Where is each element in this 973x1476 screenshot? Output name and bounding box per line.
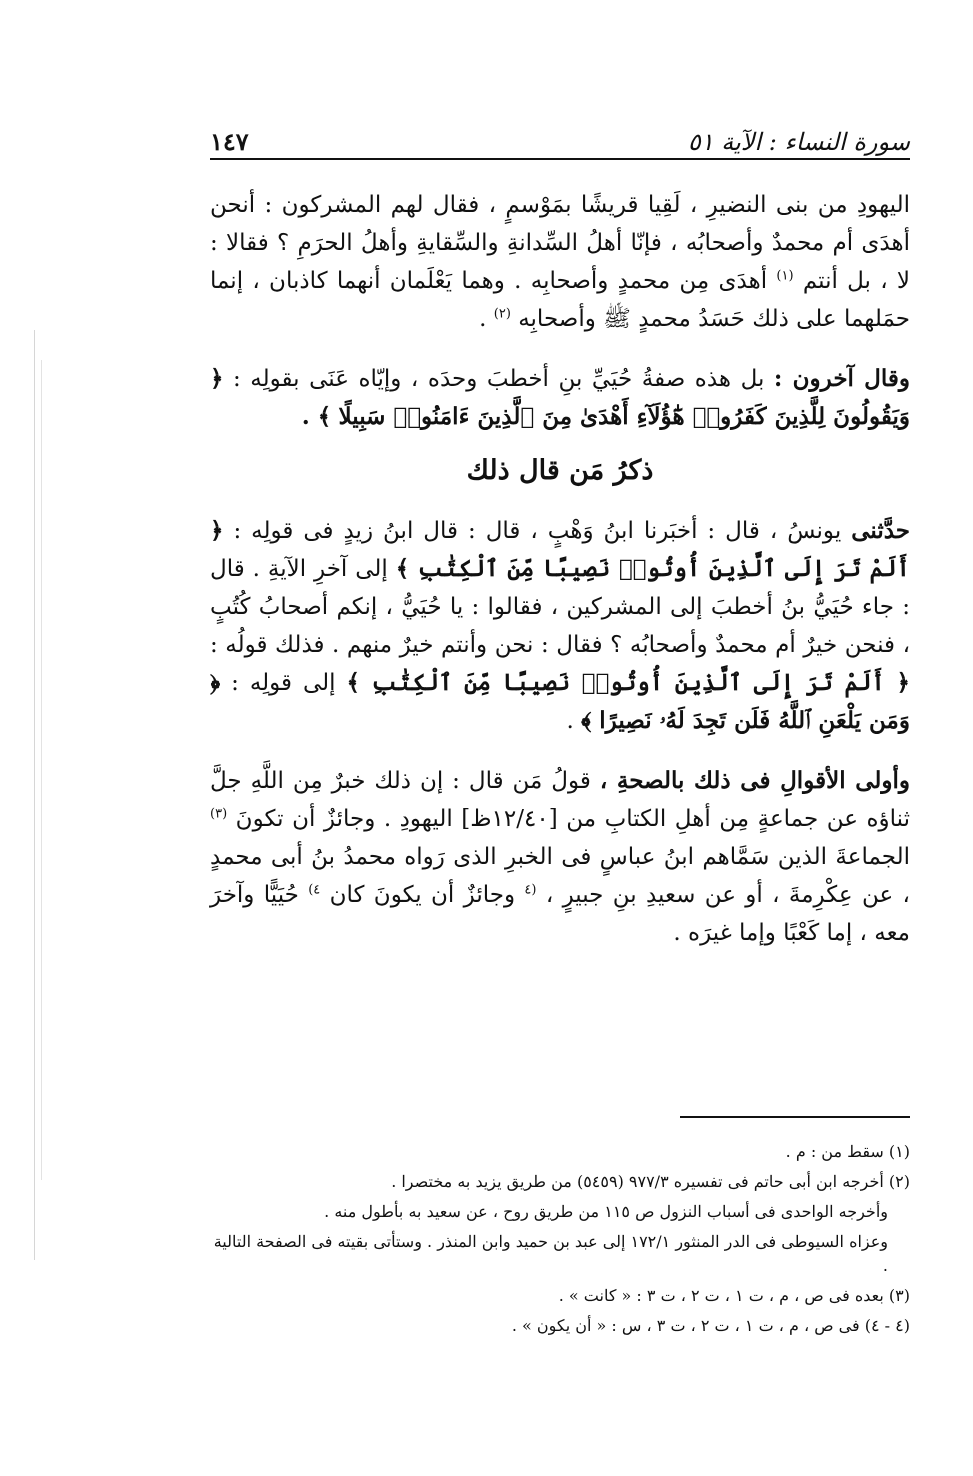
- footnote-3: (٣) بعده فى ص ، م ، ت ١ ، ت ٢ ، ت ٣ : « كانت » .: [558, 1286, 910, 1305]
- footnotes: [210, 1140, 910, 1344]
- paragraph-lead: وقال آخرون :: [773, 365, 910, 392]
- paragraph-text: الجماعةَ الذين سَمَّاهم ابنُ عباسٍ فى الخبرِ الذى رَواه محمدُ بنُ أبى محمدٍ ، عن عِكْرِمةَ ، أو عن سعيدِ بنِ جبيرٍ ،: [210, 844, 910, 908]
- footnote-ref: (١): [776, 268, 794, 284]
- header-rule: [210, 158, 910, 160]
- scan-edge-line: [41, 360, 42, 1180]
- paragraph-text: أهدَى مِن محمدٍ وأصحابِه . وهما يَعْلَمان أنهما كاذبان ، إنما حمَلهما على ذلك حَسَدُ محمدٍ ﷺ وأصحابِه: [210, 268, 910, 332]
- paragraph-text: إلى آخرِ الآيةِ . قال : جاء حُيَيُّ بنُ أخطبَ إلى المشركين ، فقالوا : يا حُيَيُّ ، إنكم أصحابُ كُتُبٍ ، فنحن خيرٌ أم محمدٌ وأصحابُه ؟ فقال : نحن وأنتم خيرٌ منهم . فذلك قولُه :: [210, 556, 910, 658]
- page-number: ١٤٧: [210, 127, 249, 156]
- quran-verse: ﴿ أَلَمْ تَرَ إِلَى ٱلَّذِينَ أُوتُوا۟ نَصِيبًا مِّنَ ٱلْكِتَٰبِ ﴾: [346, 669, 911, 696]
- paragraph-text: وجائزٌ أن يكونَ كان: [329, 882, 516, 908]
- quran-verse: وَيَقُولُونَ لِلَّذِينَ كَفَرُوا۟ هَٰٓؤُلَآءِ أَهْدَىٰ مِنَ ٱلَّذِينَ ءَامَنُوا۟ سَبِيلًا: [338, 403, 910, 430]
- paragraph-3: [210, 512, 910, 740]
- quran-verse: ﴿ أَلَمْ تَرَ إِلَى ٱلَّذِينَ أُوتُوا۟ نَصِيبًا مِّنَ ٱلْكِتَٰبِ ﴾: [210, 517, 911, 582]
- page-header: [210, 112, 910, 156]
- footnote-rule: [680, 1116, 910, 1118]
- paragraph-4: [210, 762, 910, 952]
- paragraph-2: [210, 360, 910, 436]
- scan-edge-line: [34, 330, 35, 1260]
- footnote-2-continued: وأخرجه الواحدى فى أسباب النزول ص ١١٥ من طريق روح ، عن سعيد به بأطول منه .: [324, 1202, 888, 1221]
- footnote-2-continued: وعزاه السيوطى فى الدر المنثور ١٧٢/١ إلى عبد بن حميد وابن المنذر . وستأتى بقيته فى الصفحة التالية .: [213, 1232, 888, 1275]
- footnote-1: (١) سقط من : م .: [785, 1142, 910, 1161]
- section-heading: ذكرُ مَن قال ذلك: [466, 455, 654, 486]
- paragraph-end: .: [566, 708, 574, 734]
- footnote-ref: (٤: [524, 882, 537, 898]
- quran-open-bracket: ﴿: [210, 365, 224, 392]
- paragraph-lead: حدَّثنى: [851, 517, 911, 544]
- quran-close-bracket: ﴾ .: [301, 403, 332, 430]
- footnote-ref: (٣): [210, 806, 228, 822]
- footnote-4: (٤ - ٤) فى ص ، م ، ت ١ ، ت ٢ ، ت ٣ ، س : « أن يكون » .: [511, 1316, 910, 1335]
- paragraph-lead: وأولى الأقوالِ فى ذلك بالصحةِ ،: [599, 767, 910, 794]
- paragraph-text: إلى قولِه :: [231, 670, 336, 696]
- quran-verse: ﴿ وَمَن يَلْعَنِ ٱللَّهُ فَلَن تَجِدَ لَهُۥ نَصِيرًا ﴾: [210, 669, 910, 734]
- paragraph-end: .: [479, 306, 487, 332]
- paragraph-text: بل هذه صفةُ حُيَيِّ بنِ أخطبَ وحدَه ، وإيّاه عَنَى بقولِه :: [233, 366, 765, 392]
- paragraph-text: حُيَيًّا وآخرَ معه ، إما كَعْبًا وإما غيرَه .: [210, 882, 910, 946]
- paragraph-1: [210, 186, 910, 338]
- footnote-ref: ٤): [308, 882, 321, 898]
- footnote-2: (٢) أخرجه ابن أبى حاتم فى تفسيره ٩٧٧/٣ (٥٤٥٩) من طريق يزيد به مختصرا .: [391, 1172, 910, 1191]
- footnote-ref: (٢): [493, 306, 511, 322]
- paragraph-text: يونسُ ، قال : أخبَرنا ابنُ وَهْبٍ ، قال : قال ابنُ زيدٍ فى قولِه :: [233, 518, 842, 544]
- running-title: سورة النساء : الآية ٥١: [687, 128, 910, 156]
- main-text: [210, 186, 910, 974]
- paragraph-text: قولُ مَن قال : إن ذلك خبرٌ مِن اللَّهِ جلَّ ثناؤه عن جماعةٍ مِن أهلِ الكتابِ من [١٢/٤٠ظ] اليهودِ . وجائزٌ أن تكونَ: [210, 768, 910, 832]
- paragraph-text: اليهودِ من بنى النضيرِ ، لَقِيا قريشًا بمَوْسمٍ ، فقال لهم المشركون : أنحن أهدَى أم محمدٌ وأصحابُه ، فإنّا أهلُ السِّدانةِ والسِّقايةِ وأهلُ الحرَمِ ؟ فقالا : لا ، بل أنتم: [210, 192, 911, 294]
